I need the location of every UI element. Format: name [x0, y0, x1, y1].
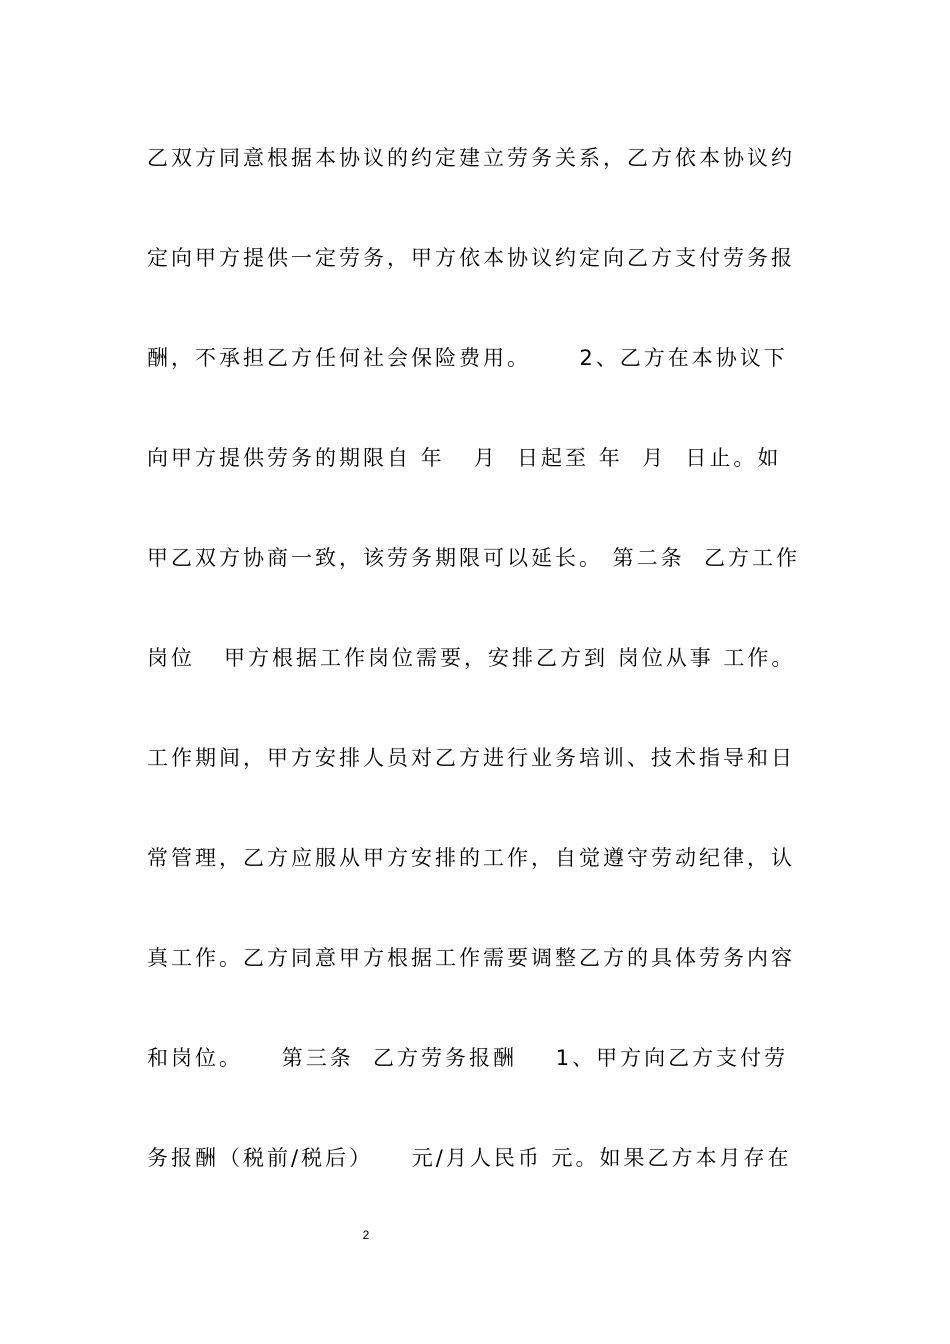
- text-line: 务报酬（税前/税后） 元/月人民币 元。如果乙方本月存在: [147, 1146, 792, 1170]
- text-line: 岗位 甲方根据工作岗位需要，安排乙方到 岗位从事 工作。: [147, 646, 796, 670]
- text-line: 乙双方同意根据本协议的约定建立劳务关系，乙方依本协议约: [147, 146, 795, 170]
- text-line: 和岗位。 第三条 乙方劳务报酬 1、甲方向乙方支付劳: [147, 1046, 789, 1070]
- text-line: 常管理，乙方应服从甲方安排的工作，自觉遵守劳动纪律，认: [147, 846, 795, 870]
- text-line: 工作期间，甲方安排人员对乙方进行业务培训、技术指导和日: [147, 746, 795, 770]
- page-number: 2: [362, 1228, 370, 1242]
- text-line: 酬，不承担乙方任何社会保险费用。 2、乙方在本协议下: [147, 346, 788, 370]
- contract-body-text: [147, 133, 807, 1233]
- text-line: 定向甲方提供一定劳务，甲方依本协议约定向乙方支付劳务报: [147, 246, 795, 270]
- text-line: 真工作。乙方同意甲方根据工作需要调整乙方的具体劳务内容: [147, 946, 795, 970]
- text-line: 甲乙双方协商一致，该劳务期限可以延长。 第二条 乙方工作: [147, 546, 801, 570]
- text-line: 向甲方提供劳务的期限自 年 月 日起至 年 月 日止。如: [147, 446, 782, 470]
